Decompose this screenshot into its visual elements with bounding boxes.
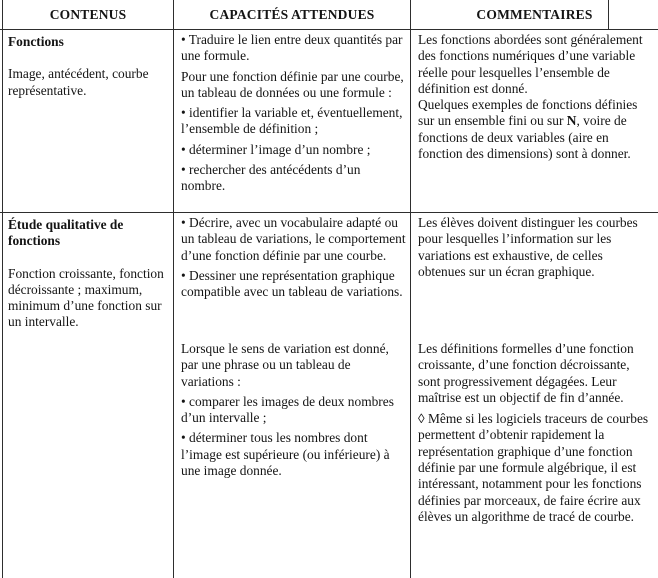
paragraph: Les fonctions abordées sont généralement des fonctions numériques d’une variable réelle pour lesquelles l’ensemble de définition est donné. [418, 32, 643, 96]
bullet-item: • déterminer tous les nombres dont l’image est supérieure (ou inférieure) à une image donnée. [181, 430, 390, 479]
topic-title: Étude qualitative de fonctions [8, 217, 124, 249]
topic-body: Fonction croissante, fonction décroissante ; maximum, minimum d’une fonction sur un intervalle. [8, 265, 164, 330]
cell-commentaires-fonctions [418, 32, 653, 162]
cell-capacites-etude-block-b [181, 341, 406, 483]
topic-title: Fonctions [8, 34, 64, 49]
column-header-commentaires: COMMENTAIRES [476, 7, 593, 22]
paragraph: Lorsque le sens de variation est donné, par une phrase ou un tableau de variations : [181, 341, 389, 389]
cell-contenus-etude-qualitative [8, 217, 168, 331]
bullet-item: • Décrire, avec un vocabulaire adapté ou un tableau de variations, le comportement d’une fonction définie par une courbe. [181, 215, 406, 263]
cell-capacites-fonctions [181, 32, 406, 199]
bullet-item: • comparer les images de deux nombres d’un intervalle ; [181, 393, 394, 426]
paragraph: Les définitions formelles d’une fonction croissante, d’une fonction décroissante, sont progressivement dégagées. Leur maîtrise est un objectif de fin d’année. [418, 341, 634, 405]
diamond-note-paragraph: ◊ Même si les logiciels traceurs de courbes permettent d’obtenir rapidement la représentation graphique d’une fonction définie par une formule algébrique, il est intéressant, notamment pour les fonctions définies par morceaux, de faire écrire aux élèves un algorithme de tracé de courbe. [418, 411, 649, 524]
bullet-item: • rechercher des antécédents d’un nombre. [181, 162, 361, 194]
bold-set-symbol: N [566, 113, 577, 129]
bullet-item: • Traduire le lien entre deux quantités par une formule. [181, 32, 403, 64]
cell-capacites-etude-block-a [181, 215, 406, 304]
paragraph [418, 97, 653, 162]
header-separator-line [0, 29, 658, 30]
cell-contenus-fonctions [8, 34, 168, 99]
text-segment: , voire de fonctions de deux variables (aire en fonction des dimensions) sont à donner. [418, 113, 631, 162]
cell-commentaires-etude-block-b [418, 341, 653, 525]
text-segment: Quelques exemples de fonctions définies sur un ensemble fini ou sur [418, 97, 638, 129]
bullet-item: • Dessiner une représentation graphique compatible avec un tableau de variations. [181, 267, 403, 300]
bullet-item: • déterminer l’image d’un nombre ; [181, 141, 371, 157]
paragraph: Pour une fonction définie par une courbe, un tableau de données ou une formule : [181, 68, 404, 100]
row-separator-line [0, 212, 658, 213]
column-header-contenus: CONTENUS [49, 7, 127, 22]
topic-body: Image, antécédent, courbe représentative. [8, 66, 149, 98]
column-divider-2 [410, 0, 411, 578]
cell-commentaires-etude-block-a [418, 215, 653, 280]
column-divider-1 [173, 0, 174, 578]
paragraph: Les élèves doivent distinguer les courbes pour lesquelles l’information sur les variations est exhaustive, de celles obtenues sur un écran graphique. [418, 215, 638, 279]
bullet-item: • identifier la variable et, éventuellement, l’ensemble de définition ; [181, 105, 403, 137]
table-left-border [2, 0, 3, 578]
column-header-capacites: CAPACITÉS ATTENDUES [209, 7, 375, 22]
